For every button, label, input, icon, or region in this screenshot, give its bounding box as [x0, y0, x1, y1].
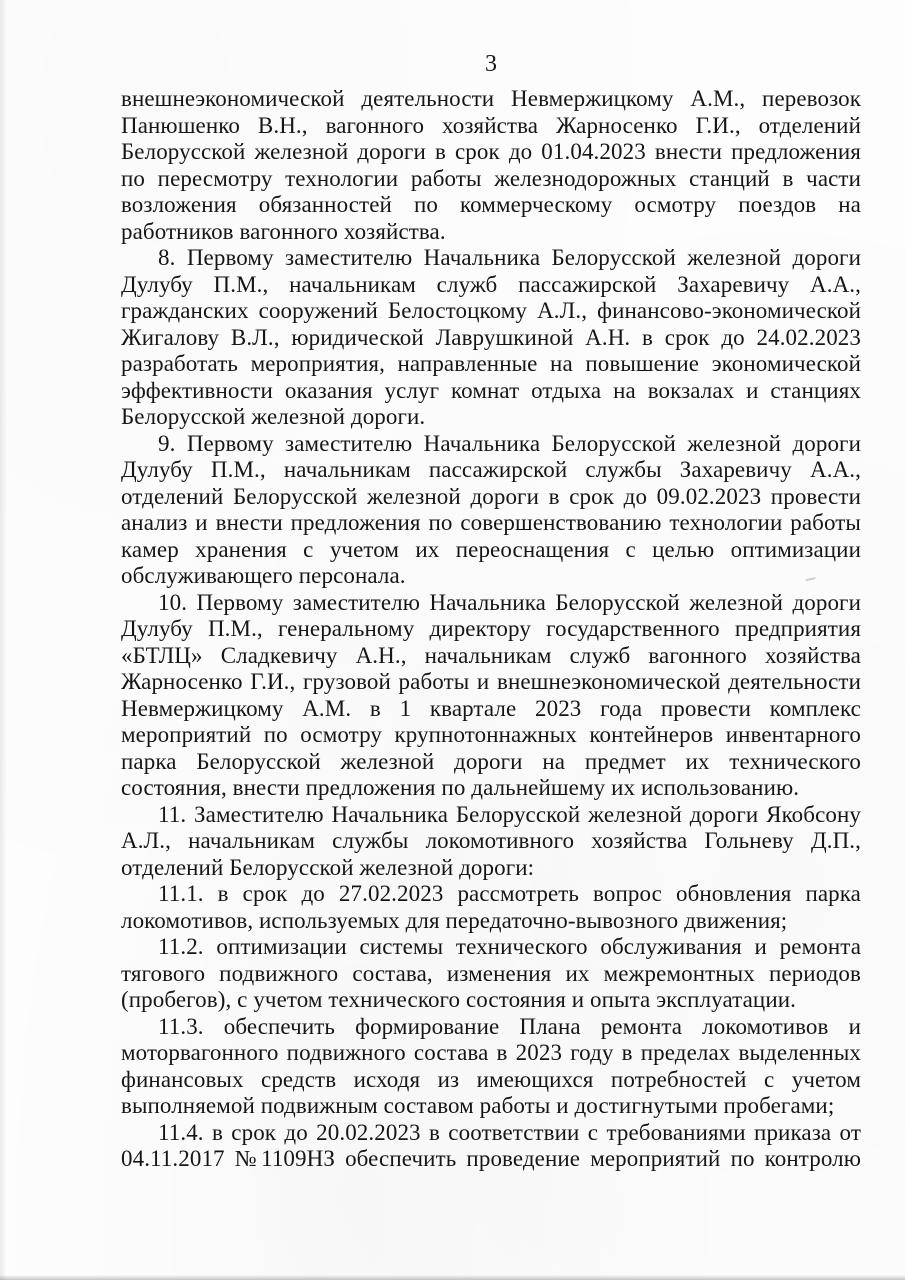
paragraph-item-8: 8. Первому заместителю Начальника Белорусской железной дороги Дулубу П.М., начальникам служб пассажирской Захаревичу А.А., гражданских сооружений Белостоцкому А.Л., финансово-экономической Жигалову В.Л., юридической Лаврушкиной А.Н. в срок до 24.02.2023 разработать мероприятия, направленные на повышение экономической эффективности оказания услуг комнат отдыха на вокзалах и станциях Белорусской железной дороги. [121, 245, 861, 429]
paragraph-item-11: 11. Заместителю Начальника Белорусской железной дороги Якобсону А.Л., начальникам службы локомотивного хозяйства Гольневу Д.П., отделений Белорусской железной дороги: [121, 801, 861, 880]
paragraph-item-9: 9. Первому заместителю Начальника Белорусской железной дороги Дулубу П.М., начальникам пассажирской службы Захаревичу А.А., отделений Белорусской железной дороги в срок до 09.02.2023 провести анализ и внести предложения по совершенствованию технологии работы камер хранения с учетом их переоснащения с целью оптимизации обслуживающего персонала. [121, 430, 861, 588]
paragraph-item-11-1: 11.1. в срок до 27.02.2023 рассмотреть вопрос обновления парка локомотивов, используемых для передаточно-вывозного движения; [121, 881, 861, 933]
paragraph-item-11-4: 11.4. в срок до 20.02.2023 в соответствии с требованиями приказа от 04.11.2017 №1109НЗ обеспечить проведение мероприятий по контролю [121, 1119, 861, 1171]
page-bottom-edge-shadow [0, 1275, 905, 1280]
paragraph-item-11-3: 11.3. обеспечить формирование Плана ремонта локомотивов и моторвагонного подвижного состава в 2023 году в пределах выделенных финансовых средств исходя из имеющихся потребностей с учетом выполняемой подвижным составом работы и достигнутыми пробегами; [121, 1013, 861, 1118]
document-body [121, 86, 861, 1173]
paragraph-continuation: внешнеэкономической деятельности Невмержицкому А.М., перевозок Панюшенко В.Н., вагонного хозяйства Жарносенко Г.И., отделений Белорусской железной дороги в срок до 01.04.2023 внести предложения по пересмотру технологии работы железнодорожных станций в части возложения обязанностей по коммерческому осмотру поездов на работников вагонного хозяйства. [121, 86, 861, 244]
paragraph-item-11-2: 11.2. оптимизации системы технического обслуживания и ремонта тягового подвижного состава, изменения их межремонтных периодов (пробегов), с учетом технического состояния и опыта эксплуатации. [121, 934, 861, 1012]
page-left-edge-shadow [0, 0, 7, 1280]
page-number: 3 [485, 51, 497, 77]
paragraph-item-10: 10. Первому заместителю Начальника Белорусской железной дороги Дулубу П.М., генеральному директору государственного предприятия «БТЛЦ» Сладкевичу А.Н., начальникам служб вагонного хозяйства Жарносенко Г.И., грузовой работы и внешнеэкономической деятельности Невмержицкому А.М. в 1 квартале 2023 года провести комплекс мероприятий по осмотру крупнотоннажных контейнеров инвентарного парка Белорусской железной дороги на предмет их технического состояния, внести предложения по дальнейшему их использованию. [121, 589, 861, 800]
